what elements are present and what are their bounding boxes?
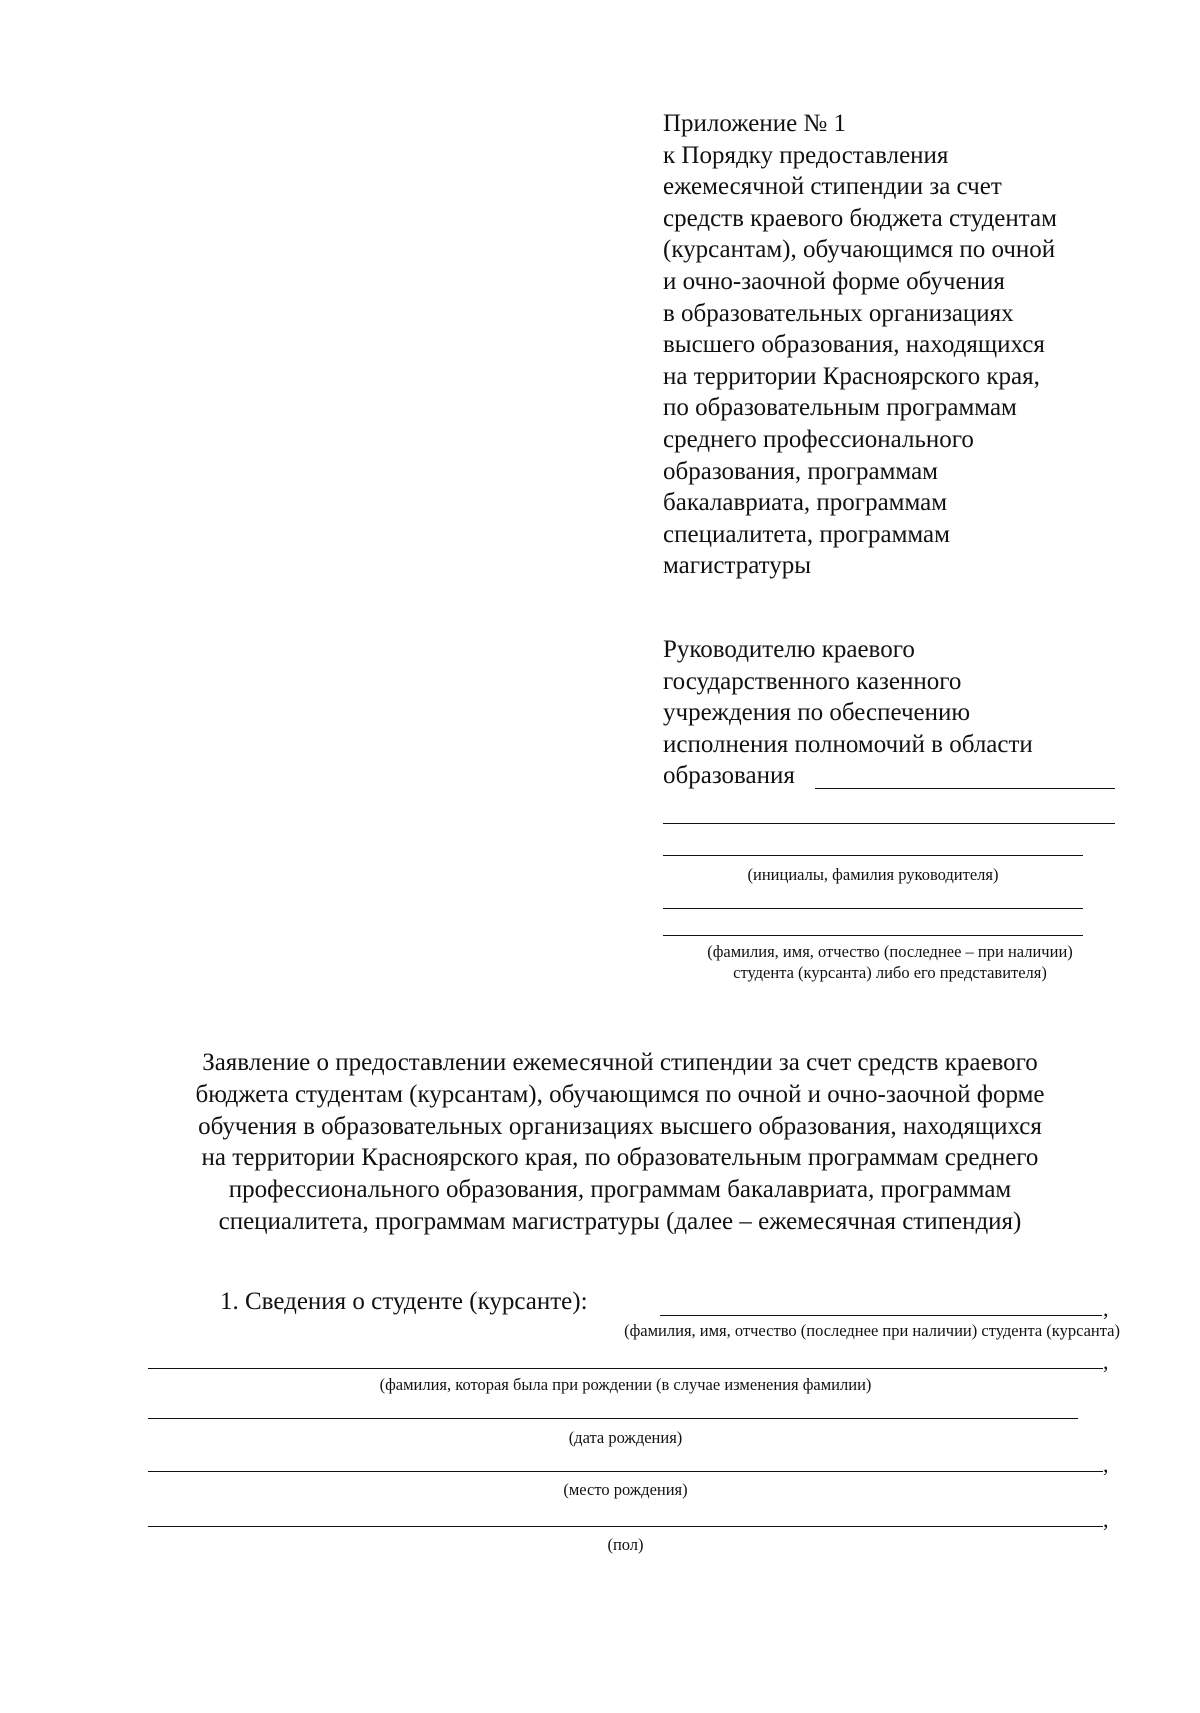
addressee-line: исполнения полномочий в области: [663, 730, 1033, 758]
appendix-line: в образовательных организациях: [663, 299, 1014, 327]
appendix-line: к Порядку предоставления: [663, 141, 949, 169]
appendix-line: среднего профессионального: [663, 425, 974, 453]
appendix-line: образования, программам: [663, 457, 938, 485]
appendix-line: ежемесячной стипендии за счет: [663, 173, 1002, 201]
organization-name-field[interactable]: [815, 788, 1115, 789]
birth-place-caption: (место рождения): [563, 1480, 688, 1499]
organization-name-field-2[interactable]: [663, 823, 1115, 824]
appendix-line: по образовательным программам: [663, 394, 1017, 422]
applicant-name-caption-line2: студента (курсанта) либо его представителя): [733, 963, 1047, 982]
field-comma: ,: [1103, 1349, 1109, 1374]
birth-date-field[interactable]: [148, 1418, 1078, 1419]
birth-surname-caption: (фамилия, которая была при рождении (в случае изменения фамилии): [379, 1375, 872, 1394]
appendix-line: высшего образования, находящихся: [663, 331, 1045, 359]
addressee-block: [663, 634, 1033, 792]
head-name-caption: (инициалы, фамилия руководителя): [747, 865, 999, 884]
student-full-name-caption: (фамилия, имя, отчество (последнее при наличии) студента (курсанта): [624, 1321, 1120, 1340]
statement-title-line: бюджета студентам (курсантам), обучающимся по очной и очно-заочной форме: [195, 1080, 1045, 1108]
statement-title-line: профессионального образования, программам бакалавриата, программам: [228, 1176, 1012, 1204]
field-comma: ,: [1103, 1507, 1109, 1532]
appendix-line: магистратуры: [663, 552, 812, 580]
field-comma: ,: [1103, 1296, 1109, 1321]
sex-caption: (пол): [607, 1535, 644, 1554]
statement-title: [130, 1047, 1110, 1238]
addressee-line: учреждения по обеспечению: [663, 699, 971, 727]
appendix-line: и очно-заочной форме обучения: [663, 267, 1005, 295]
applicant-name-field[interactable]: [663, 908, 1083, 909]
birth-surname-field[interactable]: [148, 1368, 1103, 1369]
appendix-line: (курсантам), обучающимся по очной: [663, 236, 1056, 264]
appendix-line: специалитета, программам: [663, 520, 950, 548]
section-1-label: 1. Сведения о студенте (курсанте):: [220, 1288, 588, 1315]
field-comma: ,: [1103, 1452, 1109, 1477]
applicant-name-field-2[interactable]: [663, 935, 1083, 936]
statement-title-line: обучения в образовательных организациях высшего образования, находящихся: [198, 1112, 1042, 1140]
birth-date-caption: (дата рождения): [568, 1428, 683, 1447]
addressee-line: государственного казенного: [663, 667, 962, 695]
head-name-field[interactable]: [663, 855, 1083, 856]
appendix-line: на территории Красноярского края,: [663, 362, 1040, 390]
sex-field[interactable]: [148, 1526, 1103, 1527]
statement-title-line: Заявление о предоставлении ежемесячной стипендии за счет средств краевого: [202, 1049, 1038, 1076]
birth-place-field[interactable]: [148, 1471, 1103, 1472]
appendix-line: средств краевого бюджета студентам: [663, 204, 1057, 232]
addressee-line: образования: [663, 762, 795, 790]
statement-title-line: на территории Красноярского края, по образовательным программам среднего: [201, 1144, 1039, 1172]
addressee-line: Руководителю краевого: [663, 636, 915, 663]
student-full-name-field[interactable]: [660, 1315, 1102, 1316]
applicant-name-caption-line1: (фамилия, имя, отчество (последнее – при наличии): [707, 942, 1073, 961]
appendix-line: Приложение № 1: [663, 110, 847, 137]
appendix-header: [663, 108, 1057, 582]
appendix-line: бакалавриата, программам: [663, 489, 948, 517]
statement-title-line: специалитета, программам магистратуры (далее – ежемесячная стипендия): [218, 1207, 1022, 1235]
